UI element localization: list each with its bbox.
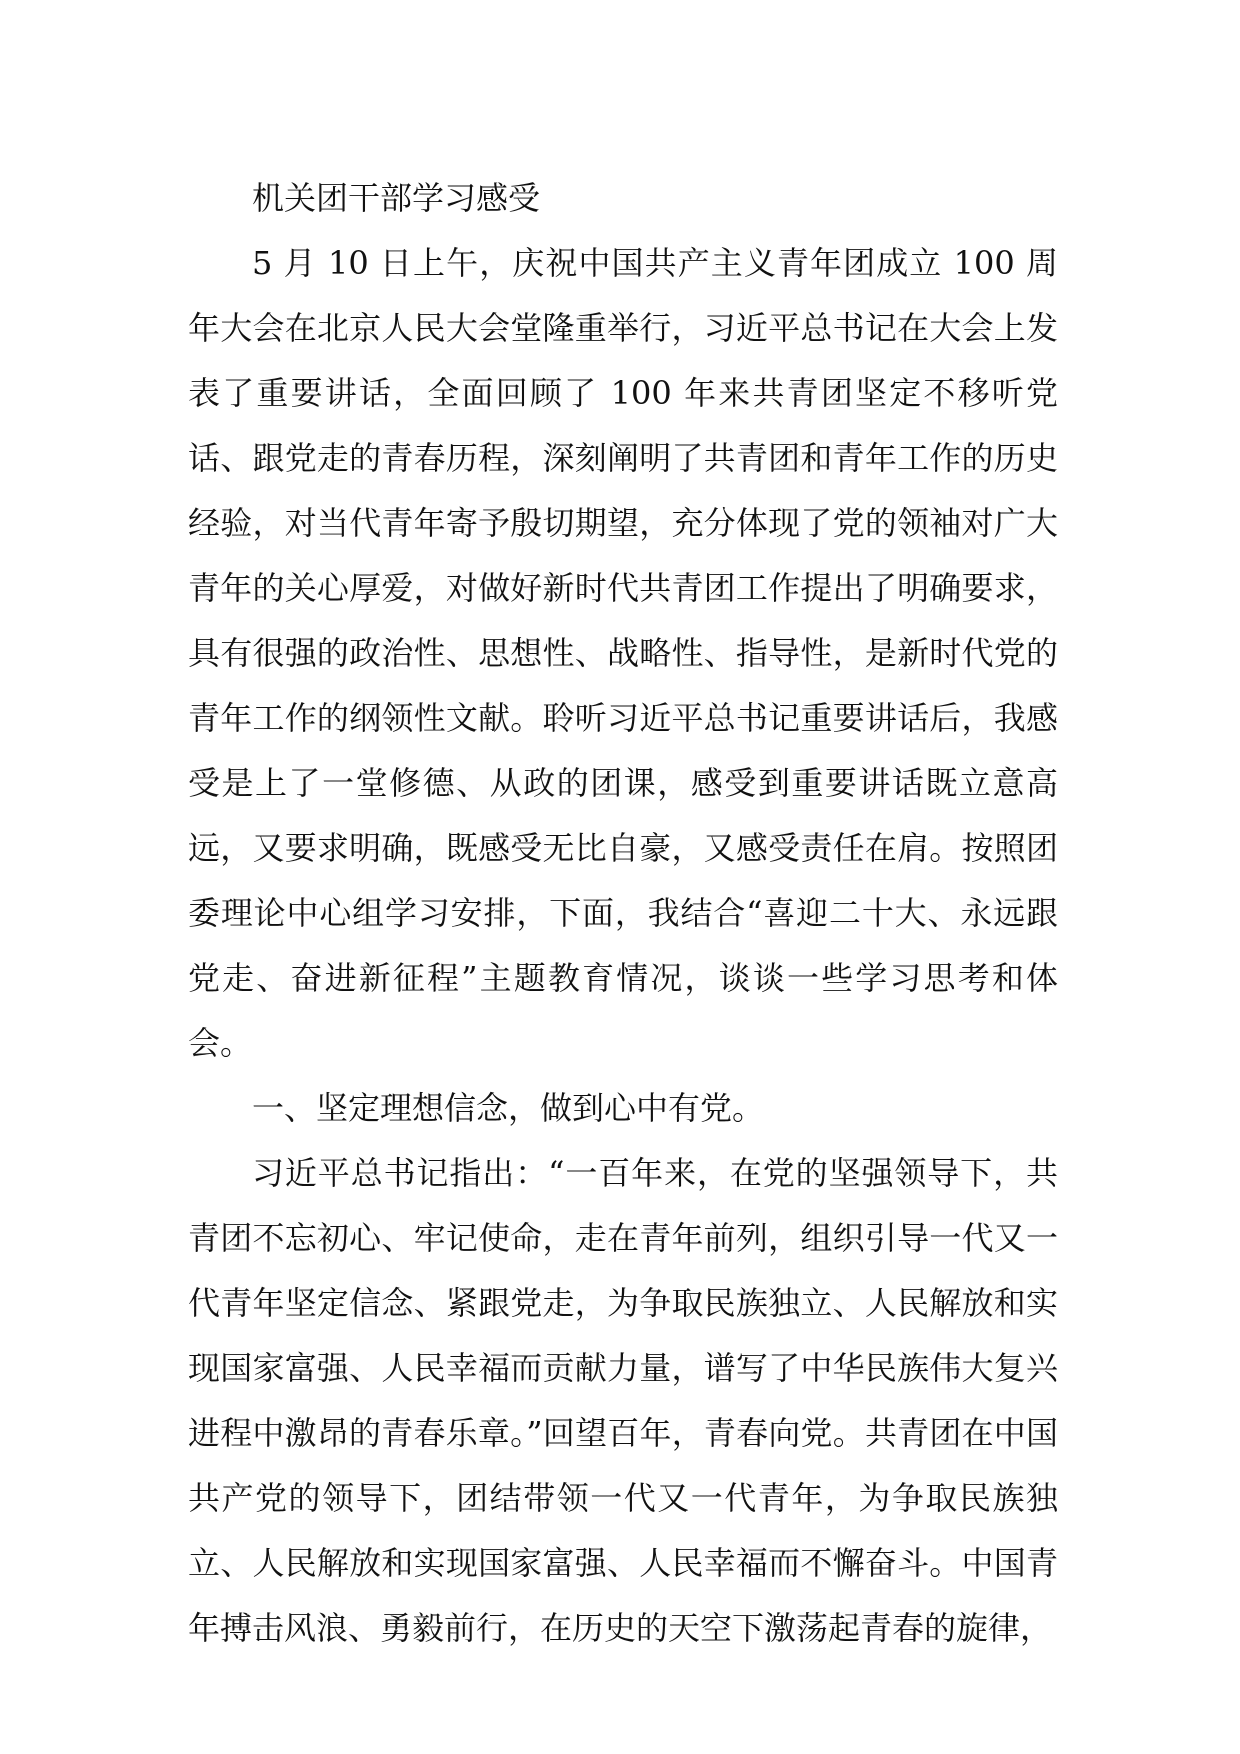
paragraph-intro: 5 月 10 日上午，庆祝中国共产主义青年团成立 100 周年大会在北京人民大会堂隆重举行，习近平总书记在大会上发表了重要讲话，全面回顾了 100 年来共青团坚定不移听党话、跟党走的青春历程，深刻阐明了共青团和青年工作的历史经验，对当代青年寄予殷切期望，充分体现了党的领袖对广大青年的关心厚爱，对做好新时代共青团工作提出了明确要求，具有很强的政治性、思想性、战略性、指导性，是新时代党的青年工作的纲领性文献。聆听习近平总书记重要讲话后，我感受是上了一堂修德、从政的团课，感受到重要讲话既立意高远，又要求明确，既感受无比自豪，又感受责任在肩。按照团委理论中心组学习安排，下面，我结合“喜迎二十大、永远跟党走、奋进新征程”主题教育情况，谈谈一些学习思考和体会。 bbox=[188, 244, 1058, 1062]
document-body bbox=[188, 166, 1058, 1661]
document-title: 机关团干部学习感受 bbox=[252, 179, 541, 217]
paragraph-quote: 习近平总书记指出：“一百年来，在党的坚强领导下，共青团不忘初心、牢记使命，走在青年前列，组织引导一代又一代青年坚定信念、紧跟党走，为争取民族独立、人民解放和实现国家富强、人民幸福而贡献力量，谱写了中华民族伟大复兴进程中激昂的青春乐章。”回望百年，青春向党。共青团在中国共产党的领导下，团结带领一代又一代青年，为争取民族独立、人民解放和实现国家富强、人民幸福而不懈奋斗。中国青年搏击风浪、勇毅前行，在历史的天空下激荡起青春的旋律， bbox=[188, 1154, 1058, 1647]
section-heading: 一、坚定理想信念，做到心中有党。 bbox=[252, 1089, 765, 1127]
